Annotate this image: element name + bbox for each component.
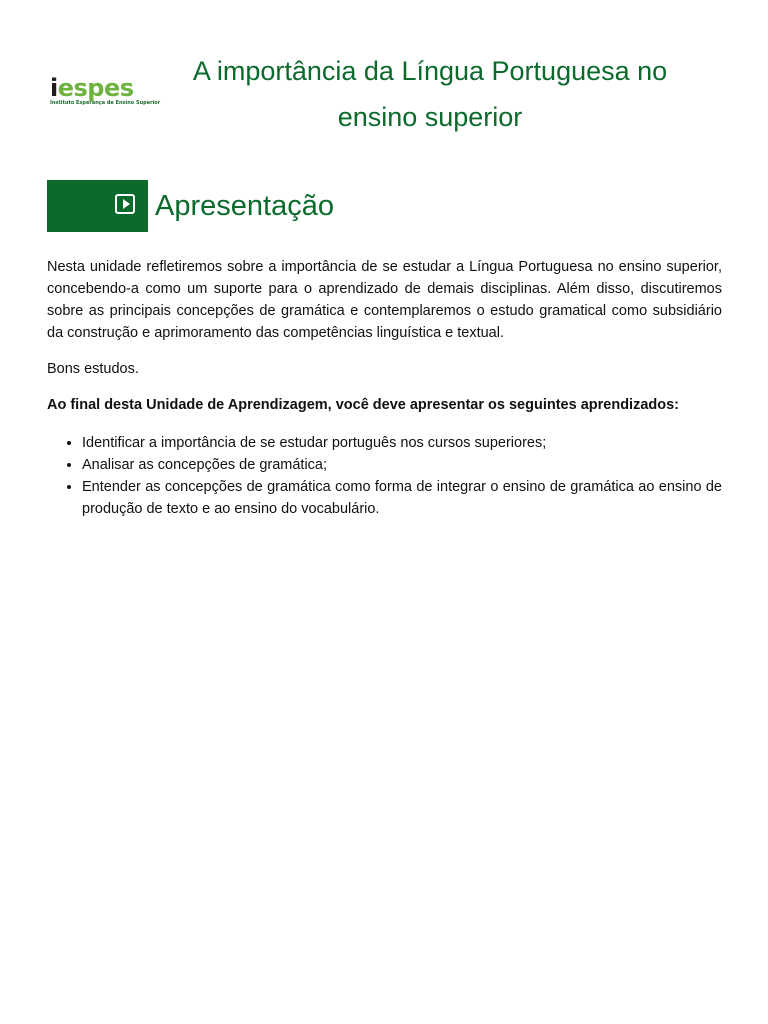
play-square-icon bbox=[115, 194, 135, 214]
section-title: Apresentação bbox=[155, 190, 334, 222]
list-item: • Identificar a importância de se estudar português nos cursos superiores; bbox=[82, 432, 722, 454]
iespes-logo bbox=[50, 74, 161, 112]
objectives-heading: Ao final desta Unidade de Aprendizagem, você deve apresentar os seguintes aprendizados: bbox=[47, 397, 679, 413]
logo-tagline: Instituto Esperança de Ensino Superior bbox=[50, 100, 161, 106]
greeting-paragraph: Bons estudos. bbox=[47, 361, 139, 377]
section-header bbox=[47, 180, 727, 232]
section-content bbox=[47, 256, 722, 520]
logo-mark-rest: espes bbox=[57, 74, 134, 102]
document-title: A importância da Língua Portuguesa no ensino superior bbox=[192, 56, 668, 132]
list-item: • Entender as concepções de gramática como forma de integrar o ensino de gramática ao ensino de produção de texto e ao ensino do vocabulário. bbox=[82, 476, 722, 520]
objectives-list bbox=[47, 432, 722, 520]
logo-wordmark bbox=[50, 76, 142, 100]
logo-mark-i: i bbox=[50, 74, 58, 102]
list-item: • Analisar as concepções de gramática; bbox=[82, 454, 722, 476]
intro-paragraph: Nesta unidade refletiremos sobre a importância de se estudar a Língua Portuguesa no ensino superior, concebendo-a como um suporte para o aprendizado de demais disciplinas. Além disso, discutiremos sobre as principais concepções de gramática e contemplaremos o estudo gramatical como subsidiário da construção e aprimoramento das competências linguística e textual. bbox=[47, 259, 722, 341]
document-header bbox=[0, 48, 768, 148]
section-band bbox=[47, 180, 148, 232]
